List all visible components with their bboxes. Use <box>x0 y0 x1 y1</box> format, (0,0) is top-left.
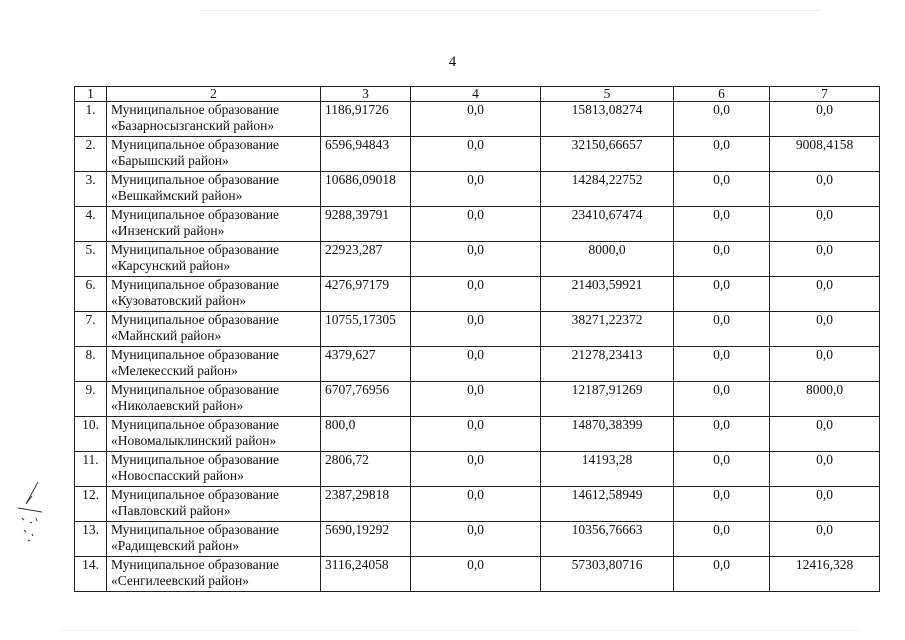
value-col-3: 10686,09018 <box>321 172 411 207</box>
value-col-5: 23410,67474 <box>541 207 674 242</box>
municipality-name-line2: «Барышский район» <box>111 153 229 168</box>
value-col-7: 0,0 <box>770 522 880 557</box>
municipality-name-line1: Муниципальное образование <box>111 382 280 397</box>
row-number: 7. <box>75 312 107 347</box>
row-number: 11. <box>75 452 107 487</box>
value-col-3: 10755,17305 <box>321 312 411 347</box>
municipality-name-line1: Муниципальное образование <box>111 312 280 327</box>
value-col-3: 6596,94843 <box>321 137 411 172</box>
value-col-5: 14284,22752 <box>541 172 674 207</box>
value-col-7: 8000,0 <box>770 382 880 417</box>
municipality-name-line2: «Павловский район» <box>111 503 231 518</box>
table-row <box>75 242 880 277</box>
header-cell-3: 3 <box>321 87 411 102</box>
scan-artifact-bottom <box>60 630 860 631</box>
value-col-6: 0,0 <box>674 452 770 487</box>
value-col-5: 14870,38399 <box>541 417 674 452</box>
value-col-7: 0,0 <box>770 277 880 312</box>
page-number: 4 <box>448 54 457 70</box>
value-col-5: 14193,28 <box>541 452 674 487</box>
value-col-5: 21278,23413 <box>541 347 674 382</box>
municipality-name-line2: «Николаевский район» <box>111 398 244 413</box>
value-col-6: 0,0 <box>674 417 770 452</box>
municipality-name-line2: «Новомалыклинский район» <box>111 433 277 448</box>
data-table <box>74 86 880 592</box>
municipality-name <box>107 487 321 522</box>
value-col-4: 0,0 <box>411 382 541 417</box>
header-cell-2: 2 <box>107 87 321 102</box>
value-col-7: 12416,328 <box>770 557 880 592</box>
table-row <box>75 557 880 592</box>
row-number: 8. <box>75 347 107 382</box>
value-col-7: 0,0 <box>770 487 880 522</box>
row-number: 3. <box>75 172 107 207</box>
value-col-6: 0,0 <box>674 382 770 417</box>
value-col-7: 0,0 <box>770 242 880 277</box>
value-col-4: 0,0 <box>411 207 541 242</box>
value-col-7: 0,0 <box>770 452 880 487</box>
municipality-name-line1: Муниципальное образование <box>111 347 280 362</box>
row-number: 6. <box>75 277 107 312</box>
value-col-3: 800,0 <box>321 417 411 452</box>
value-col-3: 5690,19292 <box>321 522 411 557</box>
municipality-name <box>107 242 321 277</box>
value-col-7: 0,0 <box>770 312 880 347</box>
value-col-4: 0,0 <box>411 347 541 382</box>
value-col-4: 0,0 <box>411 417 541 452</box>
header-row <box>75 87 880 102</box>
table-row <box>75 277 880 312</box>
table-row <box>75 417 880 452</box>
municipality-name <box>107 137 321 172</box>
value-col-6: 0,0 <box>674 312 770 347</box>
table-row <box>75 382 880 417</box>
value-col-6: 0,0 <box>674 242 770 277</box>
value-col-3: 4379,627 <box>321 347 411 382</box>
value-col-3: 3116,24058 <box>321 557 411 592</box>
value-col-6: 0,0 <box>674 137 770 172</box>
value-col-5: 10356,76663 <box>541 522 674 557</box>
municipality-name-line1: Муниципальное образование <box>111 172 280 187</box>
header-cell-5: 5 <box>541 87 674 102</box>
value-col-7: 0,0 <box>770 102 880 137</box>
table-row <box>75 172 880 207</box>
value-col-5: 12187,91269 <box>541 382 674 417</box>
scan-artifact-top <box>200 10 820 11</box>
municipality-name <box>107 102 321 137</box>
value-col-7: 0,0 <box>770 172 880 207</box>
value-col-4: 0,0 <box>411 312 541 347</box>
value-col-6: 0,0 <box>674 557 770 592</box>
handwritten-mark <box>8 478 52 548</box>
municipality-name-line1: Муниципальное образование <box>111 557 280 572</box>
table-row <box>75 207 880 242</box>
header-cell-7: 7 <box>770 87 880 102</box>
municipality-name-line2: «Майнский район» <box>111 328 222 343</box>
row-number: 2. <box>75 137 107 172</box>
value-col-7: 9008,4158 <box>770 137 880 172</box>
table-row <box>75 137 880 172</box>
value-col-4: 0,0 <box>411 172 541 207</box>
header-cell-1: 1 <box>75 87 107 102</box>
row-number: 10. <box>75 417 107 452</box>
municipality-name <box>107 347 321 382</box>
value-col-6: 0,0 <box>674 277 770 312</box>
value-col-6: 0,0 <box>674 172 770 207</box>
value-col-4: 0,0 <box>411 102 541 137</box>
municipality-name-line2: «Базарносызганский район» <box>111 118 275 133</box>
municipality-name <box>107 277 321 312</box>
row-number: 9. <box>75 382 107 417</box>
value-col-3: 4276,97179 <box>321 277 411 312</box>
value-col-5: 8000,0 <box>541 242 674 277</box>
municipality-name-line2: «Инзенский район» <box>111 223 225 238</box>
value-col-5: 38271,22372 <box>541 312 674 347</box>
value-col-3: 6707,76956 <box>321 382 411 417</box>
table-row <box>75 102 880 137</box>
value-col-3: 22923,287 <box>321 242 411 277</box>
municipality-name <box>107 172 321 207</box>
value-col-5: 57303,80716 <box>541 557 674 592</box>
municipality-name-line2: «Вешкаймский район» <box>111 188 243 203</box>
value-col-7: 0,0 <box>770 207 880 242</box>
value-col-4: 0,0 <box>411 277 541 312</box>
municipality-name-line1: Муниципальное образование <box>111 102 280 117</box>
municipality-name <box>107 207 321 242</box>
municipality-name-line1: Муниципальное образование <box>111 417 280 432</box>
value-col-4: 0,0 <box>411 522 541 557</box>
municipality-name-line2: «Сенгилеевский район» <box>111 573 249 588</box>
municipality-name <box>107 382 321 417</box>
municipality-name-line2: «Мелекесский район» <box>111 363 238 378</box>
header-cell-6: 6 <box>674 87 770 102</box>
municipality-name-line1: Муниципальное образование <box>111 242 280 257</box>
table-row <box>75 347 880 382</box>
municipality-name <box>107 417 321 452</box>
table-row <box>75 312 880 347</box>
table-row <box>75 487 880 522</box>
municipality-name-line1: Муниципальное образование <box>111 137 280 152</box>
header-cell-4: 4 <box>411 87 541 102</box>
value-col-7: 0,0 <box>770 347 880 382</box>
row-number: 13. <box>75 522 107 557</box>
value-col-3: 9288,39791 <box>321 207 411 242</box>
value-col-6: 0,0 <box>674 207 770 242</box>
row-number: 5. <box>75 242 107 277</box>
table-row <box>75 522 880 557</box>
municipality-name <box>107 452 321 487</box>
municipality-name-line2: «Кузоватовский район» <box>111 293 247 308</box>
value-col-3: 2387,29818 <box>321 487 411 522</box>
municipality-name-line1: Муниципальное образование <box>111 452 280 467</box>
value-col-4: 0,0 <box>411 452 541 487</box>
value-col-4: 0,0 <box>411 557 541 592</box>
row-number: 1. <box>75 102 107 137</box>
municipality-name <box>107 522 321 557</box>
value-col-5: 32150,66657 <box>541 137 674 172</box>
table-row <box>75 452 880 487</box>
municipality-name-line2: «Радищевский район» <box>111 538 240 553</box>
value-col-4: 0,0 <box>411 487 541 522</box>
municipality-name-line2: «Карсунский район» <box>111 258 231 273</box>
municipality-name-line1: Муниципальное образование <box>111 277 280 292</box>
value-col-5: 15813,08274 <box>541 102 674 137</box>
row-number: 4. <box>75 207 107 242</box>
row-number: 12. <box>75 487 107 522</box>
value-col-5: 14612,58949 <box>541 487 674 522</box>
row-number: 14. <box>75 557 107 592</box>
municipality-name <box>107 557 321 592</box>
value-col-4: 0,0 <box>411 242 541 277</box>
value-col-4: 0,0 <box>411 137 541 172</box>
value-col-3: 2806,72 <box>321 452 411 487</box>
value-col-5: 21403,59921 <box>541 277 674 312</box>
value-col-7: 0,0 <box>770 417 880 452</box>
municipality-name-line2: «Новоспасский район» <box>111 468 244 483</box>
municipality-name-line1: Муниципальное образование <box>111 487 280 502</box>
value-col-6: 0,0 <box>674 487 770 522</box>
value-col-6: 0,0 <box>674 102 770 137</box>
municipality-name <box>107 312 321 347</box>
value-col-6: 0,0 <box>674 347 770 382</box>
municipality-name-line1: Муниципальное образование <box>111 522 280 537</box>
value-col-3: 1186,91726 <box>321 102 411 137</box>
municipality-name-line1: Муниципальное образование <box>111 207 280 222</box>
value-col-6: 0,0 <box>674 522 770 557</box>
